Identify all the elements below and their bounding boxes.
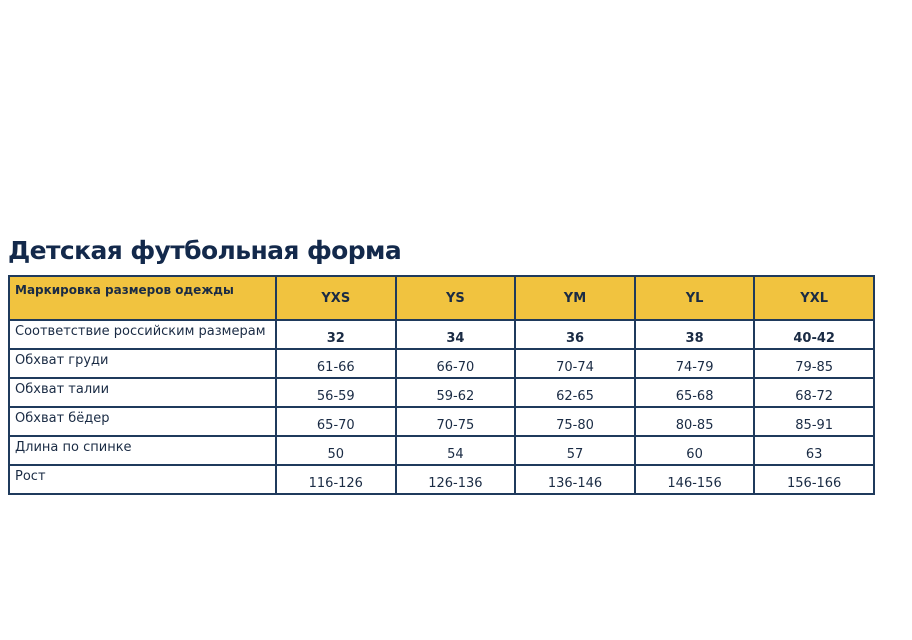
value-cell: 40-42 — [754, 320, 874, 349]
value-cell: 65-68 — [635, 378, 755, 407]
row-label-cell: Длина по спинке — [9, 436, 276, 465]
value-cell: 156-166 — [754, 465, 874, 494]
header-size-cell: YS — [396, 276, 516, 320]
value-cell: 80-85 — [635, 407, 755, 436]
row-label-cell: Обхват талии — [9, 378, 276, 407]
value-cell: 79-85 — [754, 349, 874, 378]
row-label-cell: Рост — [9, 465, 276, 494]
table-row — [9, 436, 874, 465]
table-row — [9, 378, 874, 407]
value-cell: 70-74 — [515, 349, 635, 378]
value-cell: 56-59 — [276, 378, 396, 407]
value-cell: 32 — [276, 320, 396, 349]
header-size-cell: YXL — [754, 276, 874, 320]
value-cell: 146-156 — [635, 465, 755, 494]
header-size-cell: YM — [515, 276, 635, 320]
value-cell: 85-91 — [754, 407, 874, 436]
table-header-row — [9, 276, 874, 320]
value-cell: 65-70 — [276, 407, 396, 436]
value-cell: 126-136 — [396, 465, 516, 494]
value-cell: 74-79 — [635, 349, 755, 378]
value-cell: 75-80 — [515, 407, 635, 436]
row-label-cell: Обхват груди — [9, 349, 276, 378]
table-row — [9, 320, 874, 349]
value-cell: 63 — [754, 436, 874, 465]
value-cell: 62-65 — [515, 378, 635, 407]
header-label-cell: Маркировка размеров одежды — [9, 276, 276, 320]
table-row — [9, 349, 874, 378]
value-cell: 116-126 — [276, 465, 396, 494]
value-cell: 61-66 — [276, 349, 396, 378]
header-size-cell: YL — [635, 276, 755, 320]
value-cell: 60 — [635, 436, 755, 465]
value-cell: 50 — [276, 436, 396, 465]
value-cell: 68-72 — [754, 378, 874, 407]
page-title: Детская футбольная форма — [8, 236, 402, 265]
header-size-cell: YXS — [276, 276, 396, 320]
value-cell: 36 — [515, 320, 635, 349]
table-row — [9, 465, 874, 494]
table-row — [9, 407, 874, 436]
value-cell: 34 — [396, 320, 516, 349]
value-cell: 59-62 — [396, 378, 516, 407]
value-cell: 38 — [635, 320, 755, 349]
value-cell: 70-75 — [396, 407, 516, 436]
value-cell: 66-70 — [396, 349, 516, 378]
row-label-cell: Обхват бёдер — [9, 407, 276, 436]
row-label-cell: Соответствие российским размерам — [9, 320, 276, 349]
size-chart-table — [8, 275, 875, 495]
value-cell: 54 — [396, 436, 516, 465]
value-cell: 136-146 — [515, 465, 635, 494]
value-cell: 57 — [515, 436, 635, 465]
